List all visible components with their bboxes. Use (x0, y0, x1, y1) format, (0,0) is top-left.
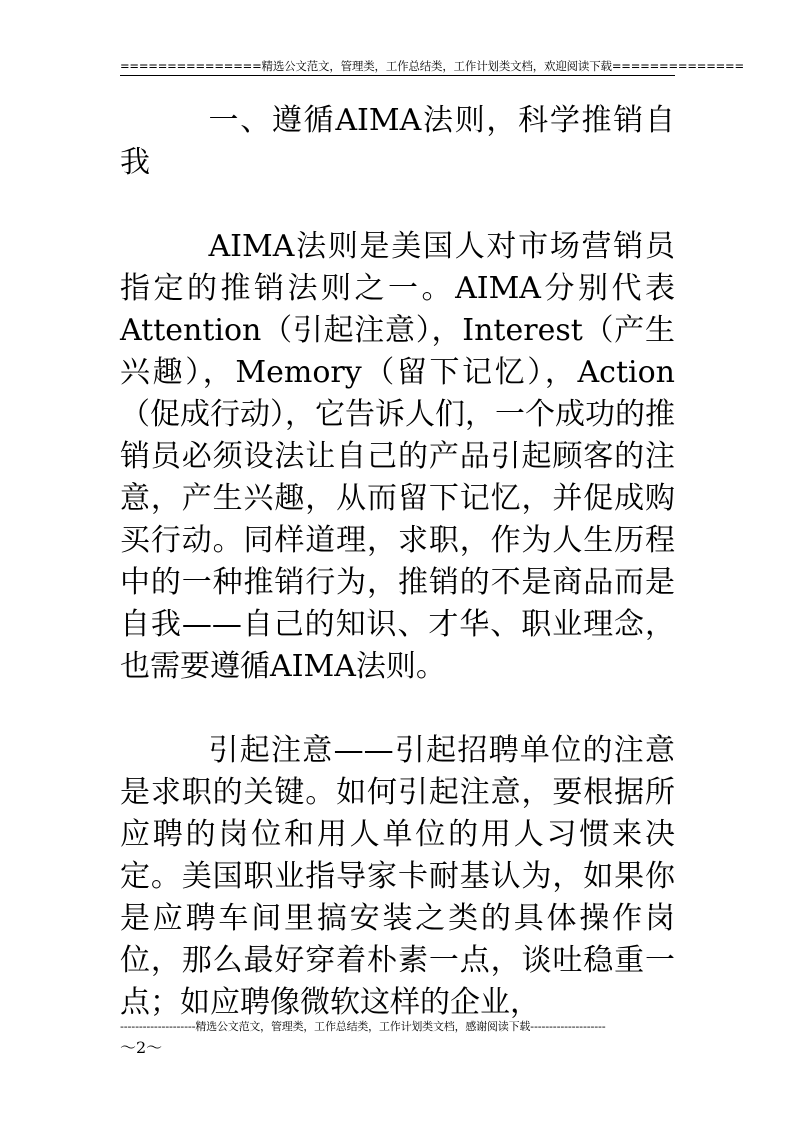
section-heading: 一、遵循AIMA法则，科学推销自我 (120, 103, 675, 180)
page-footer: --------------------精选公文范文，管理类，工作总结类，工作计划类文档，感谢阅读下载-------------------- (120, 1020, 606, 1033)
paragraph-spacer (120, 688, 675, 730)
body-paragraph: 引起注意——引起招聘单位的注意是求职的关键。如何引起注意，要根据所应聘的岗位和用人单位的用人习惯来决定。美国职业指导家卡耐基认为，如果你是应聘车间里搞安装之类的具体操作岗位，那么最好穿着朴素一点，谈吐稳重一点；如应聘像微软这样的企业， (120, 733, 675, 1020)
page-number: ～2～ (120, 1038, 163, 1057)
header-divider (120, 75, 675, 76)
body-paragraph: AIMA法则是美国人对市场营销员指定的推销法则之一。AIMA分别代表Attention（引起注意），Interest（产生兴趣），Memory（留下记忆），Action（促成行动），它告诉人们，一个成功的推销员必须设法让自己的产品引起顾客的注意，产生兴趣，从而留下记忆，并促成购买行动。同样道理，求职，作为人生历程中的一种推销行为，推销的不是商品而是自我——自己的知识、才华、职业理念，也需要遵循AIMA法则。 (120, 229, 675, 684)
document-body (120, 100, 675, 1024)
paragraph-spacer (120, 184, 675, 226)
page-header: ===============精选公文范文，管理类，工作总结类，工作计划类文档，欢迎阅读下载============== (120, 59, 744, 73)
